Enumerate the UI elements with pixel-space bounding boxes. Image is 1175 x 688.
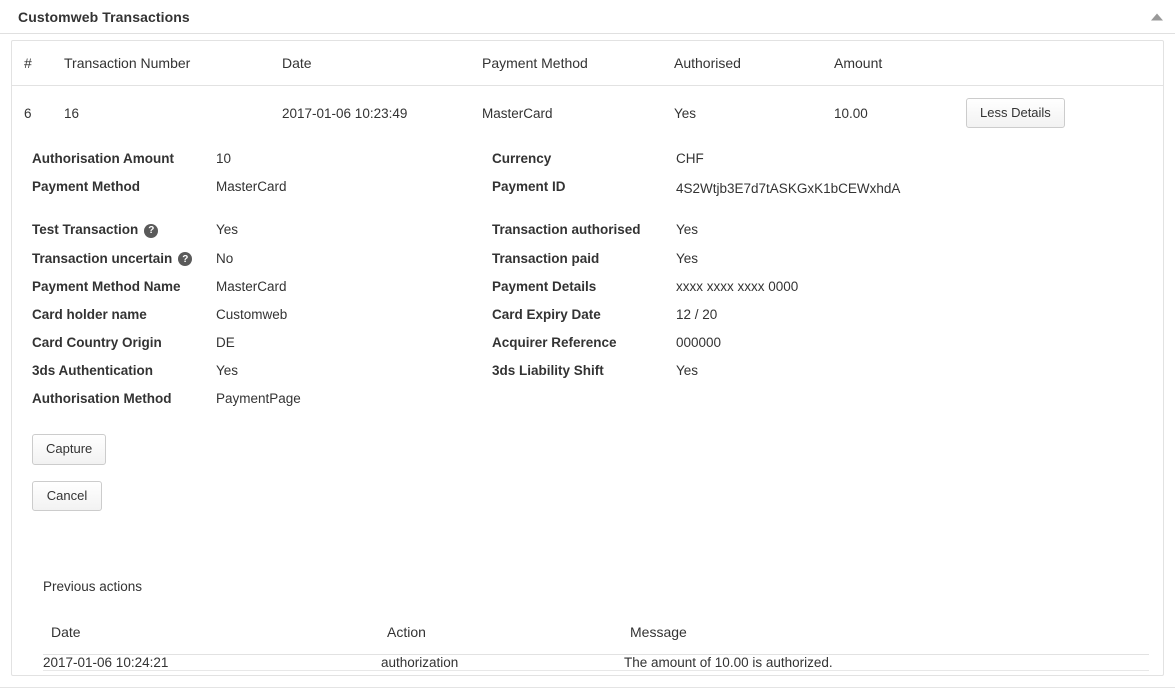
label-authorisation-method: Authorisation Method bbox=[32, 391, 172, 407]
label-3ds-authentication: 3ds Authentication bbox=[32, 363, 154, 379]
table-body bbox=[12, 86, 1163, 677]
value-transaction-authorised: Yes bbox=[676, 222, 699, 238]
details-row bbox=[12, 140, 1163, 676]
value-authorisation-amount: 10 bbox=[216, 151, 232, 167]
value-payment-id: 4S2Wtjb3E7d7tASKGxK1bCEWxhdA bbox=[676, 181, 901, 197]
header-amount: Amount bbox=[828, 41, 960, 86]
detail-grid-secondary bbox=[12, 215, 1163, 412]
label-acquirer-reference: Acquirer Reference bbox=[492, 335, 617, 351]
capture-button[interactable]: Capture bbox=[32, 434, 106, 464]
bottom-spacer bbox=[43, 671, 1149, 676]
cell-number: 6 bbox=[24, 105, 32, 121]
detail-spacer bbox=[486, 384, 676, 412]
label-transaction-uncertain-text: Transaction uncertain bbox=[32, 250, 173, 266]
table-row bbox=[12, 86, 1163, 141]
cell-details-action bbox=[960, 86, 1163, 141]
value-3ds-authentication: Yes bbox=[216, 363, 239, 379]
header-prev-date: Date bbox=[43, 610, 381, 655]
cell-date: 2017-01-06 10:23:49 bbox=[282, 105, 408, 121]
label-card-holder-name: Card holder name bbox=[32, 307, 147, 323]
previous-actions-header-row bbox=[43, 610, 1149, 655]
header-prev-action: Action bbox=[381, 610, 624, 655]
previous-actions-section bbox=[43, 527, 1149, 676]
label-card-country-origin: Card Country Origin bbox=[32, 335, 162, 351]
label-currency: Currency bbox=[492, 151, 552, 167]
table-head bbox=[12, 41, 1163, 86]
label-transaction-uncertain bbox=[26, 244, 216, 273]
label-authorisation-amount: Authorisation Amount bbox=[32, 151, 174, 167]
header-payment-method: Payment Method bbox=[476, 41, 668, 86]
table-header-row bbox=[12, 41, 1163, 86]
details-wrapper bbox=[12, 140, 1163, 676]
label-payment-method: Payment Method bbox=[32, 179, 141, 195]
label-payment-details: Payment Details bbox=[492, 279, 597, 295]
value-3ds-liability-shift: Yes bbox=[676, 363, 699, 379]
label-payment-id: Payment ID bbox=[492, 179, 566, 195]
cell-transaction-number: 16 bbox=[64, 105, 80, 121]
transactions-table-frame bbox=[11, 40, 1164, 676]
value-payment-method: MasterCard bbox=[216, 179, 287, 195]
help-icon[interactable]: ? bbox=[178, 252, 192, 266]
label-3ds-liability-shift: 3ds Liability Shift bbox=[492, 363, 604, 379]
previous-actions-body bbox=[43, 654, 1149, 670]
cell-prev-message: The amount of 10.00 is authorized. bbox=[624, 654, 1149, 670]
transaction-actions bbox=[12, 412, 1163, 511]
label-test-transaction bbox=[26, 215, 216, 244]
cell-prev-date: 2017-01-06 10:24:21 bbox=[43, 654, 381, 670]
detail-grid-primary bbox=[12, 144, 1163, 215]
label-payment-method-name: Payment Method Name bbox=[32, 279, 181, 295]
cell-amount: 10.00 bbox=[834, 105, 868, 121]
previous-actions-head bbox=[43, 610, 1149, 655]
value-transaction-paid: Yes bbox=[676, 250, 699, 266]
value-card-expiry-date: 12 / 20 bbox=[676, 307, 718, 323]
previous-actions-table bbox=[43, 610, 1149, 671]
label-transaction-authorised: Transaction authorised bbox=[492, 222, 641, 238]
page-title: Customweb Transactions bbox=[18, 8, 190, 25]
detail-spacer bbox=[676, 384, 1163, 412]
cell-payment-method: MasterCard bbox=[482, 105, 553, 121]
header-transaction-number: Transaction Number bbox=[58, 41, 276, 86]
cancel-button[interactable]: Cancel bbox=[32, 481, 102, 511]
details-cell bbox=[12, 140, 1163, 676]
value-transaction-uncertain: No bbox=[216, 250, 234, 266]
header-actions bbox=[960, 41, 1163, 86]
value-acquirer-reference: 000000 bbox=[676, 335, 722, 351]
header-authorised: Authorised bbox=[668, 41, 828, 86]
table-row bbox=[43, 654, 1149, 670]
value-test-transaction: Yes bbox=[216, 222, 239, 238]
value-payment-method-name: MasterCard bbox=[216, 279, 287, 295]
value-card-country-origin: DE bbox=[216, 335, 235, 351]
label-test-transaction-text: Test Transaction bbox=[32, 222, 139, 238]
value-card-holder-name: Customweb bbox=[216, 307, 288, 323]
value-payment-details: xxxx xxxx xxxx 0000 bbox=[676, 279, 799, 295]
header-number: # bbox=[12, 41, 58, 86]
cell-prev-action: authorization bbox=[381, 654, 624, 670]
label-card-expiry-date: Card Expiry Date bbox=[492, 307, 601, 323]
previous-actions-title: Previous actions bbox=[43, 578, 143, 594]
help-icon[interactable]: ? bbox=[144, 224, 158, 238]
value-currency: CHF bbox=[676, 151, 704, 167]
header-prev-message: Message bbox=[624, 610, 1149, 655]
cell-authorised: Yes bbox=[674, 105, 697, 121]
caret-up-icon[interactable] bbox=[1151, 13, 1163, 20]
label-transaction-paid: Transaction paid bbox=[492, 250, 600, 266]
less-details-button[interactable]: Less Details bbox=[966, 98, 1065, 128]
transactions-table bbox=[12, 41, 1163, 676]
header-date: Date bbox=[276, 41, 476, 86]
panel-header bbox=[0, 0, 1175, 34]
detail-gap bbox=[26, 206, 1163, 215]
value-authorisation-method: PaymentPage bbox=[216, 391, 301, 407]
